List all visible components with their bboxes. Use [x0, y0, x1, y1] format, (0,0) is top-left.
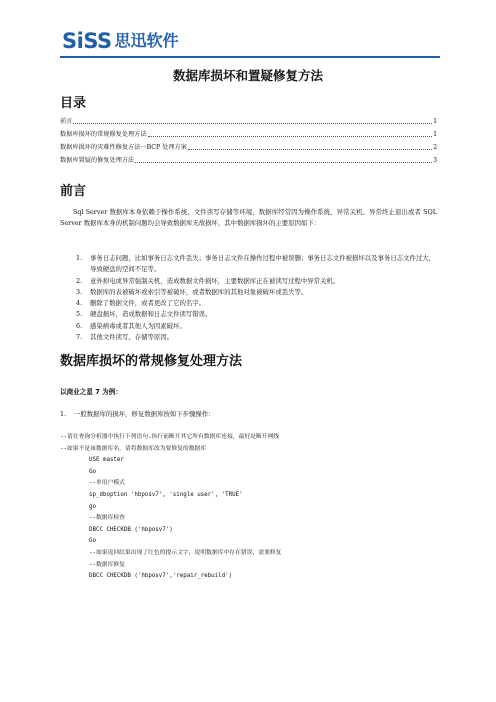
step-1 [60, 409, 215, 418]
list-item-number: 5. [76, 310, 83, 319]
toc-entry[interactable] [60, 151, 437, 164]
logo-chinese-text: 思迅软件 [114, 31, 179, 50]
code-line: Go [89, 468, 96, 475]
section-heading-routine-repair: 数据库损坏的常规修复处理方法 [60, 354, 243, 369]
list-item-text: 事务日志问题，比如事务日志文件丢失；事务日志文件在操作过程中被误删；事务日志文件被损坏以及事务日志文件过大，导致硬盘的空间不足等。 [90, 254, 436, 274]
toc-page-number: 2 [433, 144, 437, 151]
toc-leader-dots [73, 123, 432, 124]
toc-entry-text: 数据库损坏的灾难性修复方法一BCP 处理方案 [60, 144, 187, 151]
logo-latin-text: SiSS [62, 29, 112, 53]
code-line: --数据库检查 [89, 515, 125, 522]
toc-leader-dots [135, 162, 432, 163]
toc-entry[interactable] [60, 125, 437, 138]
document-title: 数据库损坏和置疑修复方法 [172, 68, 323, 83]
code-line: --如果返回结果出现了红色的提示文字，说明数据库中存在错误，需要修复 [89, 549, 282, 556]
list-item [60, 321, 437, 332]
list-item-text: 硬盘损坏，造成数据和日志文件读写错误。 [90, 310, 212, 319]
preface-heading: 前言 [60, 184, 87, 199]
company-logo [62, 30, 179, 52]
list-item-text: 意外掉电或异常强制关机，造成数据文件损坏，主要数据库正在被读写过程中异常关机。 [90, 276, 340, 285]
code-line: DBCC CHECKDB ('hbposv7','repair_rebuild') [89, 573, 233, 580]
code-line: USE master [89, 457, 124, 464]
list-item-text: 数据库的表被破坏或索引等被破坏，或者数据库的其他对象被破坏或丢失等。 [90, 287, 308, 296]
list-item-number: 6. [76, 321, 83, 330]
toc-entry[interactable] [60, 138, 437, 151]
toc-leader-dots [188, 149, 432, 150]
header-rule [60, 56, 440, 58]
code-line: --请在查询分析器中执行下列语句.执行前断开其它所有数据库连接，最好是断开网线 [60, 434, 280, 440]
code-line: DBCC CHECKDB ('hbposv7') [89, 526, 173, 533]
cause-list [60, 253, 437, 343]
list-item-text: 感染病毒或者其他人为因素破坏。 [90, 321, 186, 330]
code-line: go [89, 503, 96, 510]
list-item-number: 4. [76, 299, 83, 308]
toc-page-number: 1 [433, 131, 437, 138]
list-item [60, 309, 437, 320]
list-item-number: 3. [76, 287, 83, 296]
code-line: Go [89, 538, 96, 545]
table-of-contents [60, 112, 437, 164]
step-text: 一般数据库的损坏，修复数据库按如下步骤操作： [74, 410, 215, 418]
list-item [60, 332, 437, 343]
toc-heading: 目录 [60, 96, 87, 111]
code-line: --单用户模式 [89, 480, 125, 487]
list-item [60, 287, 437, 298]
code-line: sp_dboption 'hbposv7', 'single user', 'TRUE' [89, 491, 243, 498]
step-number: 1. [60, 410, 67, 418]
list-item [60, 298, 437, 309]
code-line: --如果不是该数据库名，请将数据库改为要修复的数据库 [60, 445, 207, 452]
preface-paragraph: Sql Server 数据库本身依赖于操作系统、文件读写存储等环境，数据库经常因为操作系统、异常关机、异常终止退出或者 SQL Server 数据库本身的机制问题均会导致数据库无故损坏，其中数据库损坏的主要原因如下： [60, 208, 437, 228]
toc-entry[interactable] [60, 112, 437, 125]
toc-entry-text: 前言 [60, 118, 73, 125]
list-item [60, 276, 437, 287]
code-line: --数据库修复 [89, 561, 125, 568]
toc-leader-dots [148, 136, 432, 137]
toc-page-number: 3 [433, 157, 437, 164]
list-item-number: 7. [76, 333, 83, 342]
toc-page-number: 1 [433, 118, 437, 125]
list-item-text: 删除了数据文件，或者更改了它的名字。 [90, 299, 206, 308]
example-label: 以商业之星 7 为例： [60, 388, 122, 396]
list-item-text: 其他文件读写、存储等原因。 [90, 333, 174, 342]
list-item [60, 253, 437, 276]
toc-entry-text: 数据库置疑的修复处理方法 [60, 157, 135, 164]
sql-code-block [60, 432, 440, 583]
list-item-number: 1. [76, 254, 83, 262]
list-item-number: 2. [76, 276, 83, 285]
toc-entry-text: 数据库损坏的常规修复处理方法 [60, 131, 147, 138]
